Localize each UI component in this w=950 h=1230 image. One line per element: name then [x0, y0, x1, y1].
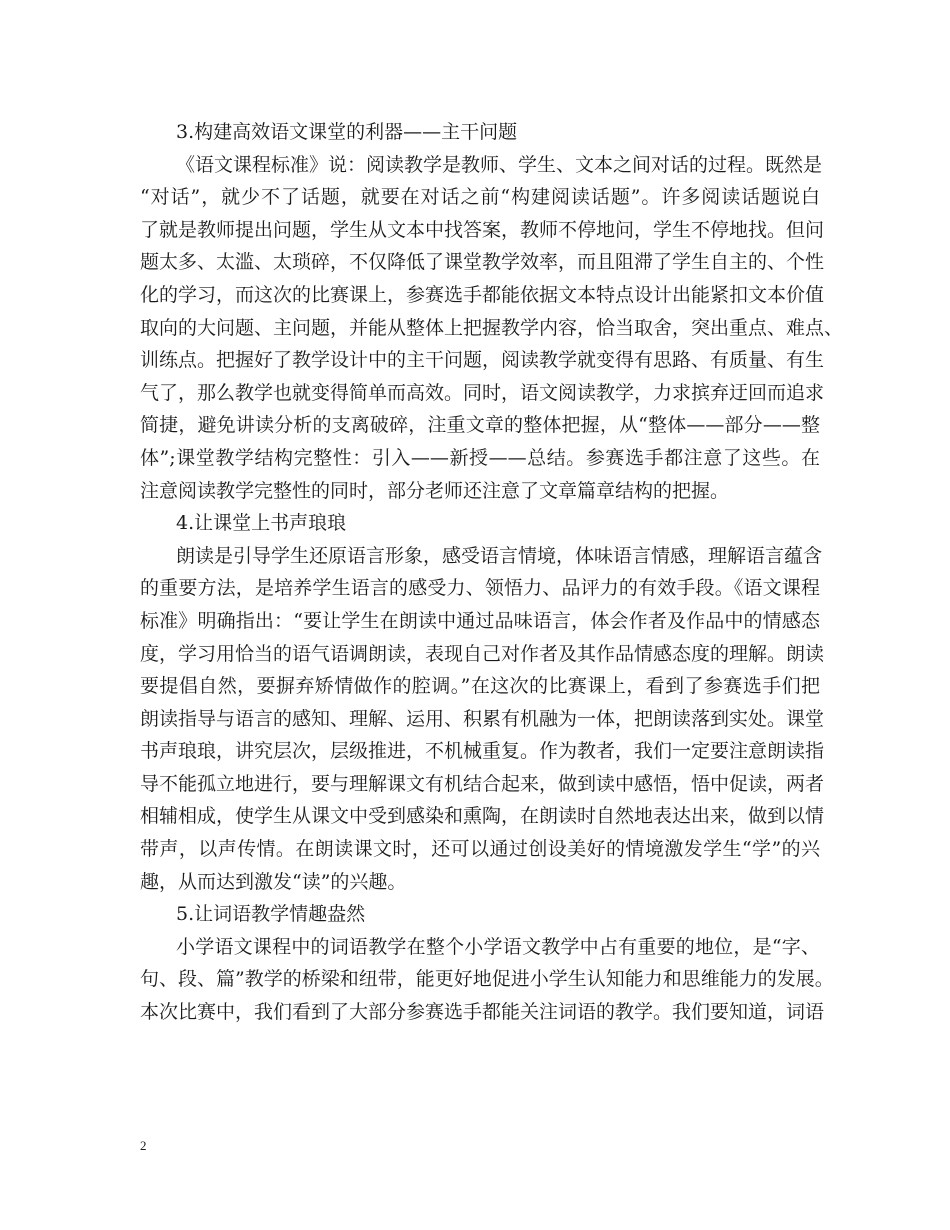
page-number: 2 — [140, 1138, 147, 1153]
paragraph-line: 小学语文课程中的词语教学在整个小学语文教学中占有重要的地位，是“字、 — [176, 935, 820, 958]
paragraph-line: 导不能孤立地进行，要与理解课文有机结合起来，做到读中感悟，悟中促读，两者 — [140, 772, 825, 795]
paragraph-line: 要提倡自然，要摒弃矫情做作的腔调。”在这次的比赛课上，看到了参赛选手们把 — [140, 675, 820, 698]
paragraph-line: 的重要方法，是培养学生语言的感受力、领悟力、品评力的有效手段。《语文课程 — [140, 577, 820, 600]
paragraph-line: “对话”，就少不了话题，就要在对话之前“构建阅读话题”。许多阅读话题说白 — [140, 186, 820, 209]
paragraph-line: 注意阅读教学完整性的同时，部分老师还注意了文章篇章结构的把握。 — [140, 479, 730, 502]
paragraph-line: 气了，那么教学也就变得简单而高效。同时，语文阅读教学，力求摈弃迂回而追求 — [140, 381, 825, 404]
paragraph-line: 本次比赛中，我们看到了大部分参赛选手都能关注词语的教学。我们要知道，词语 — [140, 1001, 825, 1024]
paragraph-line: 简捷，避免讲读分析的支离破碎，注重文章的整体把握，从“整体——部分——整 — [140, 414, 820, 437]
paragraph-line: 书声琅琅，讲究层次，层级推进，不机械重复。作为教者，我们一定要注意朗读指 — [140, 740, 825, 763]
paragraph-line: 化的学习，而这次的比赛课上，参赛选手都能依据文本特点设计出能紧扣文本价值 — [140, 283, 825, 306]
paragraph-line: 标准》明确指出：“要让学生在朗读中通过品味语言，体会作者及作品中的情感态 — [140, 609, 820, 632]
paragraph-line: 趣，从而达到激发“读”的兴趣。 — [140, 870, 407, 893]
paragraph-line: 带声，以声传情。在朗读课文时，还可以通过创设美好的情境激发学生“学”的兴 — [140, 838, 820, 861]
paragraph-line: 训练点。把握好了教学设计中的主干问题，阅读教学就变得有思路、有质量、有生 — [140, 349, 825, 372]
paragraph-line: 朗读指导与语言的感知、理解、运用、积累有机融为一体，把朗读落到实处。课堂 — [140, 707, 825, 730]
paragraph-line: 取向的大问题、主问题，并能从整体上把握教学内容，恰当取舍，突出重点、难点、 — [140, 316, 844, 339]
paragraph-line: 《语文课程标准》说：阅读教学是教师、学生、文本之间对话的过程。既然是 — [176, 153, 823, 176]
paragraph-line: 了就是教师提出问题，学生从文本中找答案，教师不停地问，学生不停地找。但问 — [140, 218, 825, 241]
document-body — [140, 116, 844, 1029]
paragraph-line: 朗读是引导学生还原语言形象，感受语言情境，体味语言情感，理解语言蕴含 — [176, 544, 823, 567]
paragraph-line: 体”;课堂教学结构完整性：引入——新授——总结。参赛选手都注意了这些。在 — [140, 446, 820, 469]
paragraph-line: 相辅相成，使学生从课文中受到感染和熏陶，在朗读时自然地表达出来，做到以情 — [140, 805, 825, 828]
paragraph-line: 度，学习用恰当的语气语调朗读，表现自己对作者及其作品情感态度的理解。朗读 — [140, 642, 825, 665]
section-heading: 5.让词语教学情趣盎然 — [176, 903, 366, 926]
paragraph-line: 题太多、太滥、太琐碎，不仅降低了课堂教学效率，而且阻滞了学生自主的、个性 — [140, 251, 825, 274]
section-heading: 4.让课堂上书声琅琅 — [176, 512, 347, 535]
paragraph-line: 句、段、篇”教学的桥梁和纽带，能更好地促进小学生认知能力和思维能力的发展。 — [140, 968, 834, 991]
section-heading: 3.构建高效语文课堂的利器——主干问题 — [176, 121, 518, 143]
